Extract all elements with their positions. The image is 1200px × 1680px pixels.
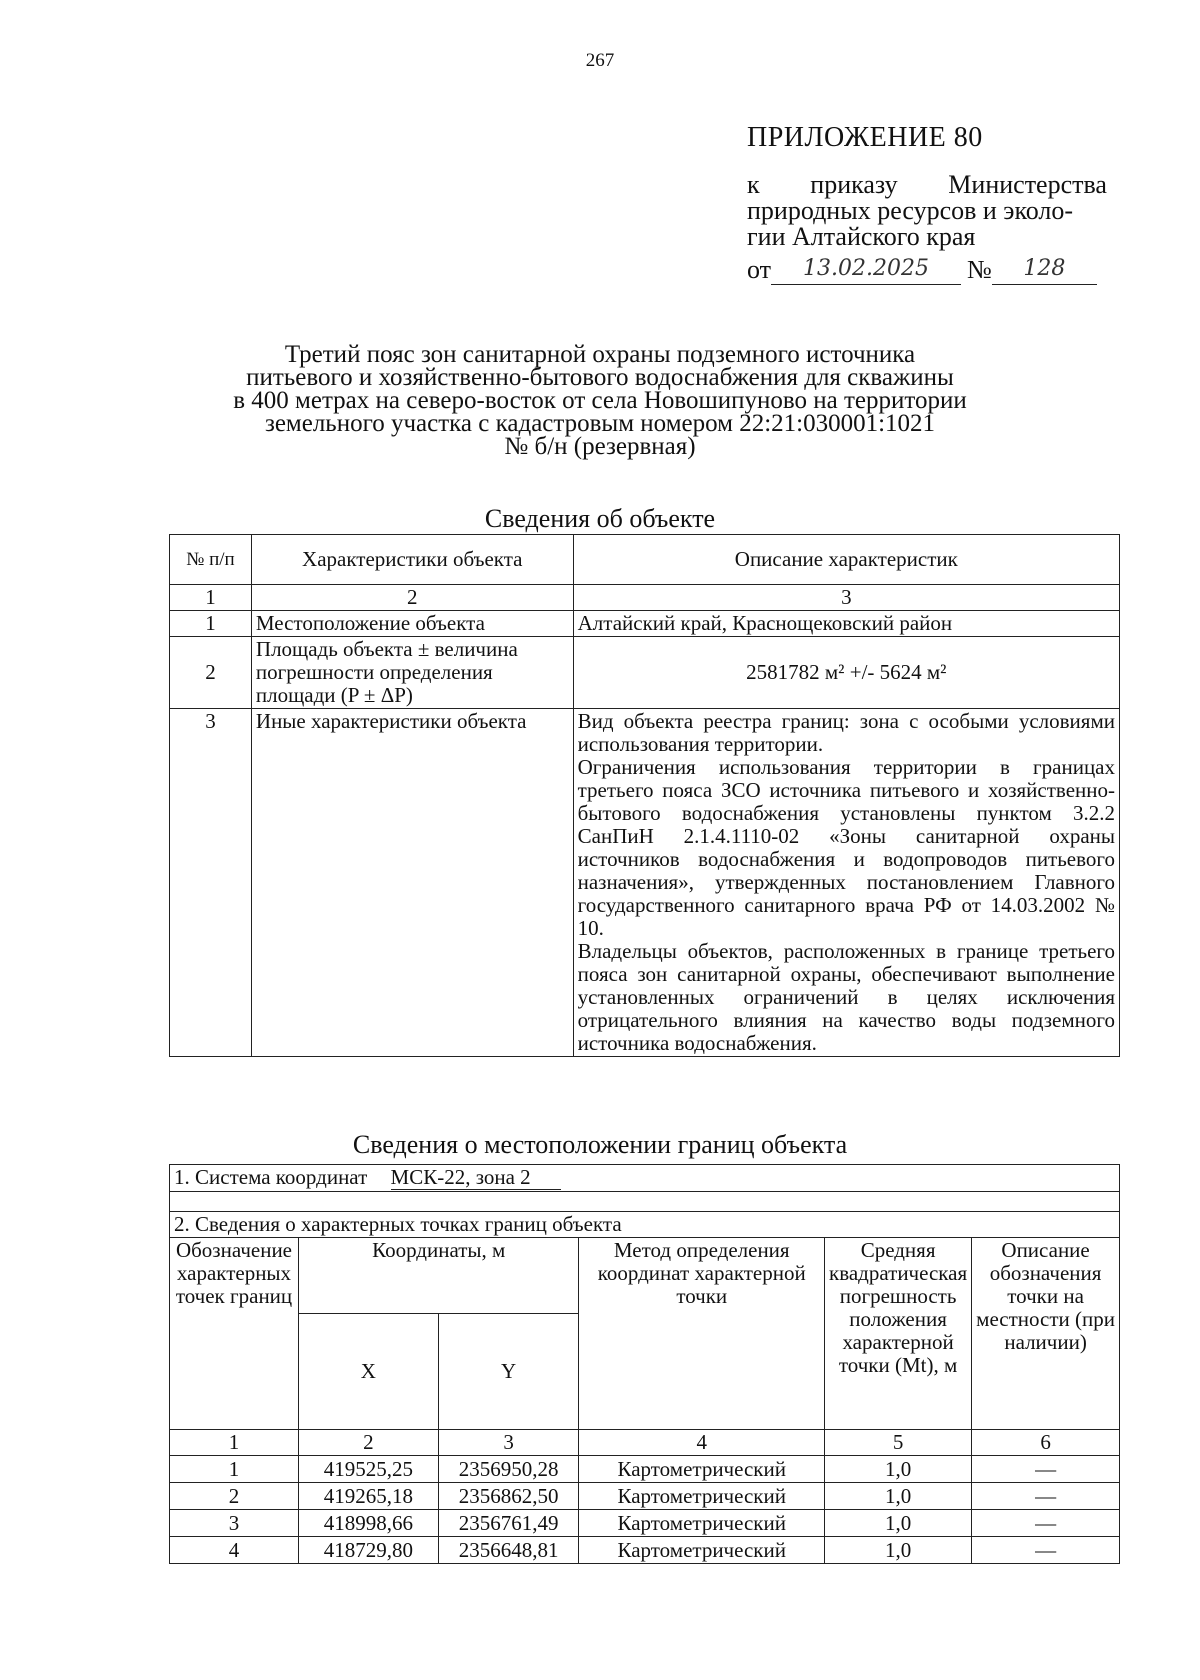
index-cell: 2 [298,1430,438,1456]
description-paragraph-1: Вид объекта реестра границ: зона с особыми условиями использования территории. [577,709,1115,756]
description-paragraph-3: Владельцы объектов, расположенных в границе третьего пояса зон санитарной охраны, обеспечивают выполнение установленных ограничений в целях исключения отрицательного влияния на качество воды подземного источника водоснабжения. [577,939,1115,1055]
point-method: Картометрический [579,1483,825,1510]
appendix-word-prikazu: приказу [810,170,898,199]
spacer-row [170,1192,1120,1212]
header-coords: Координаты, м [298,1238,579,1314]
appendix-line-3: гии Алтайского края [747,222,976,251]
points-label: 2. Сведения о характерных точках границ объекта [170,1212,1120,1238]
row-characteristic: Иные характеристики объекта [251,709,573,1057]
title-line-1: Третий пояс зон санитарной охраны подземного источника [284,341,916,368]
point-desc: — [972,1456,1120,1483]
row-num: 2 [170,637,252,709]
index-cell: 2 [251,585,573,611]
page-number: 267 [585,50,615,71]
point-x: 419525,25 [298,1456,438,1483]
row-description: 2581782 м² +/- 5624 м² [573,637,1119,709]
row-characteristic: Местоположение объекта [251,611,573,637]
order-number-handwritten: 128 [992,254,1097,285]
title-line-3: в 400 метрах на северо-восток от села Новошипуново на территории [233,387,967,414]
point-method: Картометрический [579,1456,825,1483]
title-line-4: земельного участка с кадастровым номером 22:21:030001:1021 [264,410,936,437]
index-cell: 5 [825,1430,972,1456]
coord-system-row [170,1165,1120,1192]
date-prefix: от [747,255,772,284]
boundary-info-table [169,1164,1120,1564]
appendix-line-2: природных ресурсов и эколо- [747,196,1074,225]
object-info-table [169,534,1120,1057]
appendix-block [747,122,1107,285]
table-row [170,1483,1120,1510]
title-line-5: № б/н (резервная) [504,433,696,460]
point-y: 2356761,49 [438,1510,579,1537]
header-y: Y [438,1314,579,1430]
object-info-title: Сведения об объекте [484,504,716,533]
table-row [170,1510,1120,1537]
header-description: Описание обозначения точки на местности (при наличии) [972,1238,1120,1430]
table-row [170,709,1120,1057]
point-x: 418998,66 [298,1510,438,1537]
point-x: 418729,80 [298,1537,438,1564]
point-error: 1,0 [825,1510,972,1537]
row-description: Алтайский край, Краснощековский район [573,611,1119,637]
object-info-header-row [170,535,1120,585]
header-error: Средняя квадратическая погрешность положения характерной точки (Mt), м [825,1238,972,1430]
point-desc: — [972,1537,1120,1564]
appendix-word-k: к [747,170,760,199]
point-desc: — [972,1483,1120,1510]
table-row [170,611,1120,637]
point-id: 3 [170,1510,299,1537]
description-paragraph-2: Ограничения использования территории в границах третьего пояса ЗСО источника питьевого и хозяйственно-бытового водоснабжения установлены пунктом 3.2.2 СанПиН 2.1.4.1110-02 «Зоны санитарной охраны источников водоснабжения и водопроводов питьевого назначения», утвержденных постановлением Главного государственного санитарного врача РФ от 14.03.2002 № 10. [577,755,1115,940]
index-cell: 4 [579,1430,825,1456]
header-method: Метод определения координат характерной точки [579,1238,825,1430]
index-cell: 6 [972,1430,1120,1456]
object-info-index-row [170,585,1120,611]
order-reference [747,254,1107,285]
point-error: 1,0 [825,1483,972,1510]
point-method: Картометрический [579,1510,825,1537]
index-cell: 1 [170,585,252,611]
header-designation: Обозначение характерных точек границ [170,1238,299,1430]
point-id: 2 [170,1483,299,1510]
table-row [170,1537,1120,1564]
table-row [170,1456,1120,1483]
points-header-row [170,1238,1120,1314]
coord-system-label: 1. Система координат [174,1165,368,1189]
points-label-row [170,1212,1120,1238]
index-cell: 3 [438,1430,579,1456]
appendix-title: ПРИЛОЖЕНИЕ 80 [747,122,983,153]
row-num: 1 [170,611,252,637]
number-prefix: № [967,255,992,284]
spacer-cell [170,1192,1120,1212]
point-error: 1,0 [825,1456,972,1483]
header-x: X [298,1314,438,1430]
point-id: 1 [170,1456,299,1483]
row-description [573,709,1119,1057]
index-cell: 3 [573,585,1119,611]
point-id: 4 [170,1537,299,1564]
row-characteristic: Площадь объекта ± величина погрешности определения площади (P ± ΔP) [251,637,573,709]
point-method: Картометрический [579,1537,825,1564]
index-cell: 1 [170,1430,299,1456]
point-desc: — [972,1510,1120,1537]
row-num: 3 [170,709,252,1057]
points-index-row [170,1430,1120,1456]
header-description: Описание характеристик [573,535,1119,585]
point-y: 2356862,50 [438,1483,579,1510]
point-y: 2356950,28 [438,1456,579,1483]
appendix-line-1 [747,172,1107,198]
coord-system-cell [170,1165,1120,1192]
table-row [170,637,1120,709]
point-y: 2356648,81 [438,1537,579,1564]
order-date-handwritten: 13.02.2025 [771,254,961,285]
header-num: № п/п [170,535,252,585]
title-line-2: питьевого и хозяйственно-бытового водоснабжения для скважины [246,364,954,391]
boundary-info-title: Сведения о местоположении границ объекта [352,1130,848,1159]
coord-system-value: МСК-22, зона 2 [391,1166,561,1190]
header-characteristic: Характеристики объекта [251,535,573,585]
point-error: 1,0 [825,1537,972,1564]
document-title [200,343,1000,458]
point-x: 419265,18 [298,1483,438,1510]
appendix-word-ministerstva: Министерства [948,170,1107,199]
